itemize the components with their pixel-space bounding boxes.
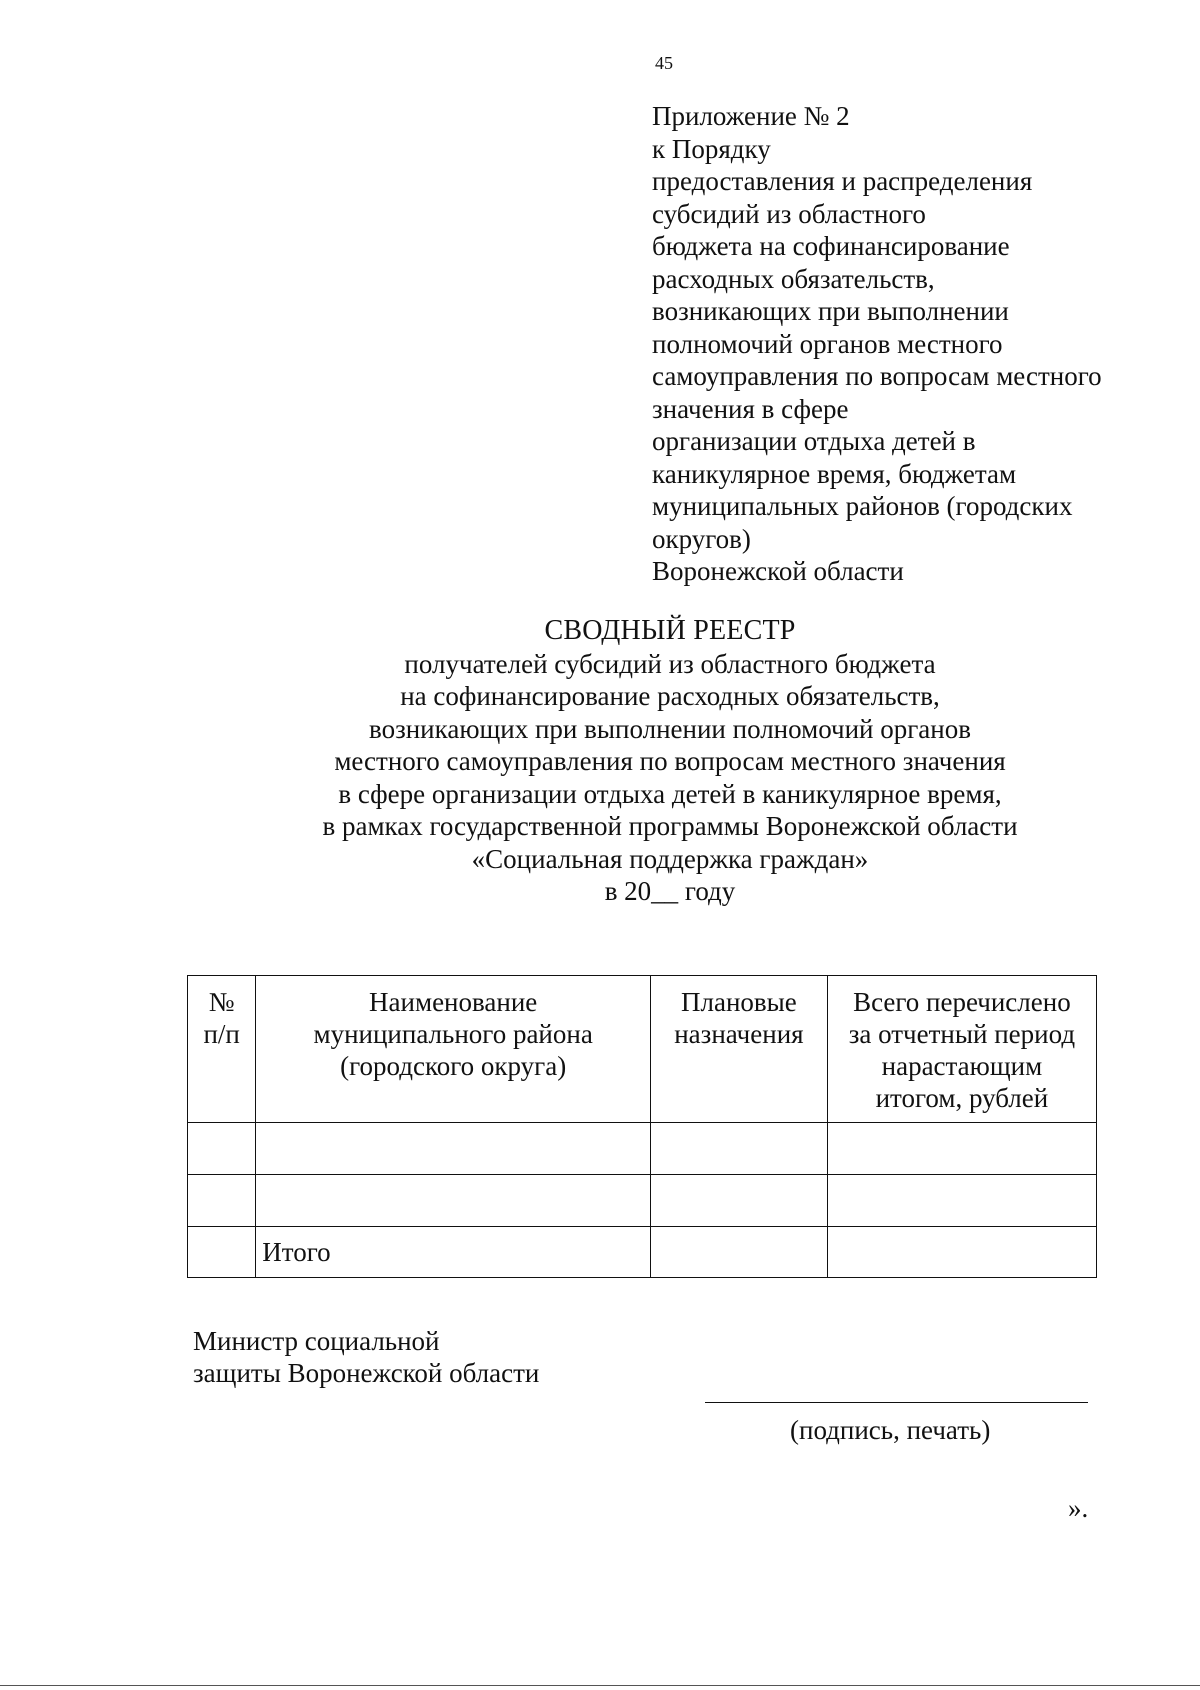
total-label: Итого bbox=[256, 1227, 651, 1278]
title-line: «Социальная поддержка граждан» bbox=[471, 843, 869, 874]
title-line: получателей субсидий из областного бюджета bbox=[404, 648, 936, 679]
page-number: 45 bbox=[655, 53, 673, 73]
appendix-line: к Порядку bbox=[652, 133, 771, 164]
table-row bbox=[188, 1123, 1097, 1175]
signature-caption: (подпись, печать) bbox=[790, 1415, 991, 1445]
appendix-header bbox=[652, 100, 1192, 588]
header-planned: Плановые назначения bbox=[651, 976, 828, 1123]
table-total-row bbox=[188, 1227, 1097, 1278]
appendix-line: организации отдыха детей в bbox=[652, 426, 976, 456]
title-line: возникающих при выполнении полномочий органов bbox=[369, 713, 971, 744]
registry-table bbox=[187, 975, 1097, 1278]
table-cell bbox=[188, 1227, 256, 1278]
table-cell bbox=[651, 1227, 828, 1278]
signature-line bbox=[705, 1402, 1088, 1403]
table-cell bbox=[256, 1123, 651, 1175]
page-bottom-rule bbox=[0, 1685, 1200, 1686]
table-cell bbox=[188, 1175, 256, 1227]
appendix-line: субсидий из областного bbox=[652, 198, 926, 229]
table-cell bbox=[827, 1175, 1096, 1227]
appendix-line: муниципальных районов (городских bbox=[652, 491, 1073, 521]
table-cell bbox=[827, 1123, 1096, 1175]
document-title bbox=[240, 615, 1100, 908]
table-cell bbox=[827, 1227, 1096, 1278]
table-cell bbox=[188, 1123, 256, 1175]
signatory-line: защиты Воронежской области bbox=[193, 1358, 540, 1388]
signatory-line: Министр социальной bbox=[193, 1326, 440, 1356]
title-line: в рамках государственной программы Воронежской области bbox=[322, 811, 1018, 841]
table-cell bbox=[256, 1175, 651, 1227]
title-line-year: в 20__ году bbox=[604, 876, 736, 906]
table-row bbox=[188, 1175, 1097, 1227]
title-line: на софинансирование расходных обязательств, bbox=[400, 681, 940, 711]
appendix-line: расходных обязательств, bbox=[652, 263, 935, 294]
appendix-line: полномочий органов местного bbox=[652, 328, 1003, 359]
table-header-row bbox=[188, 976, 1097, 1123]
appendix-line: предоставления и распределения bbox=[652, 166, 1033, 196]
appendix-line: Приложение № 2 bbox=[652, 101, 850, 131]
appendix-line: самоуправления по вопросам местного bbox=[652, 361, 1102, 391]
appendix-line: бюджета на софинансирование bbox=[652, 231, 1010, 261]
header-transferred: Всего перечислено за отчетный период нарастающим итогом, рублей bbox=[827, 976, 1096, 1123]
appendix-line: Воронежской области bbox=[652, 556, 904, 586]
header-municipality-name: Наименование муниципального района (городского округа) bbox=[256, 976, 651, 1123]
appendix-line: каникулярное время, бюджетам bbox=[652, 458, 1017, 489]
table-cell bbox=[651, 1123, 828, 1175]
title-heading: СВОДНЫЙ РЕЕСТР bbox=[544, 615, 796, 646]
appendix-line: значения в сфере bbox=[652, 393, 849, 424]
table-cell bbox=[651, 1175, 828, 1227]
appendix-line: округов) bbox=[652, 523, 751, 554]
signatory-position bbox=[193, 1325, 539, 1389]
header-number: № п/п bbox=[188, 976, 256, 1123]
closing-quote-mark: ». bbox=[1068, 1493, 1089, 1523]
title-line: местного самоуправления по вопросам местного значения bbox=[334, 746, 1006, 776]
title-line: в сфере организации отдыха детей в каникулярное время, bbox=[338, 778, 1002, 809]
appendix-line: возникающих при выполнении bbox=[652, 296, 1009, 326]
